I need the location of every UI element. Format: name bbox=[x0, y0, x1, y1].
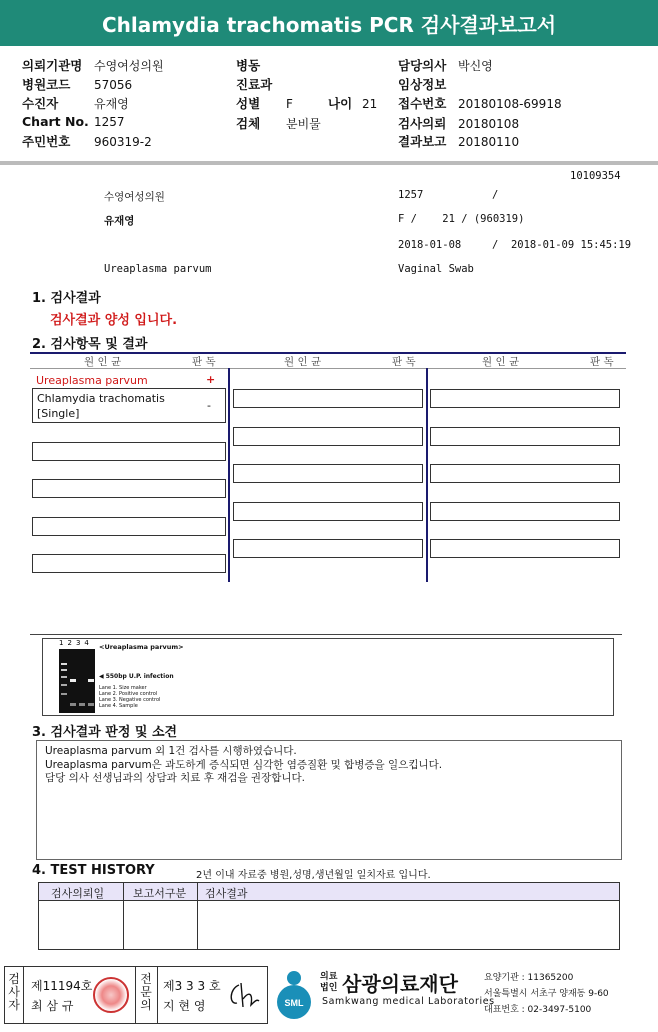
specialist-label: 전 문 의 bbox=[140, 972, 152, 1012]
empty-cell bbox=[430, 427, 620, 446]
receipt-hospital: 수영여성의원 bbox=[104, 191, 165, 203]
org-english: Samkwang medical Laboratories bbox=[322, 996, 495, 1007]
empty-cell bbox=[233, 389, 423, 408]
examiner-name: 최 삼 규 bbox=[31, 999, 74, 1013]
gel-title: <Ureaplasma parvum> bbox=[99, 643, 184, 651]
info-ward: 병동 bbox=[236, 58, 261, 73]
opinion-line: Ureaplasma parvum은 과도하게 증식되면 심각한 염증질환 및 합병증을 일으킵니다. bbox=[45, 758, 443, 771]
item-chlamydia-name: Chlamydia trachomatis bbox=[37, 392, 165, 405]
result-grid bbox=[30, 352, 626, 582]
examiner-label: 검 사 자 bbox=[8, 972, 20, 1012]
empty-cell bbox=[32, 517, 226, 536]
specialist-name: 지 현 영 bbox=[163, 999, 206, 1013]
report-title: Chlamydia trachomatis PCR 검사결과보고서 bbox=[0, 0, 658, 46]
empty-cell bbox=[430, 464, 620, 483]
receipt-specimen: Vaginal Swab bbox=[398, 263, 474, 275]
empty-cell bbox=[32, 554, 226, 573]
history-header: 검사의뢰일 보고서구분 검사결과 bbox=[39, 883, 619, 901]
logo-text: SML bbox=[284, 998, 304, 1008]
grid-header-3: 원 인 균 판 독 bbox=[428, 354, 626, 369]
gel-image bbox=[59, 649, 95, 713]
info-hospital-code: 병원코드 57056 bbox=[22, 77, 133, 92]
info-clinical: 임상정보 bbox=[398, 77, 447, 92]
item-chlamydia-sub: [Single] bbox=[37, 407, 80, 420]
section-1-title: 1. 검사결과 bbox=[32, 291, 101, 306]
receipt-chart: 1257 bbox=[398, 189, 424, 201]
gel-lane-numbers: 1234 bbox=[59, 639, 93, 647]
item-ureaplasma-name: Ureaplasma parvum bbox=[36, 374, 148, 387]
empty-cell bbox=[32, 442, 226, 461]
empty-cell bbox=[430, 502, 620, 521]
info-report-date: 결과보고 20180110 bbox=[398, 134, 520, 149]
org-code: 요양기관 : 11365200 bbox=[484, 973, 574, 983]
info-requester: 의뢰기관명 수영여성의원 bbox=[22, 58, 164, 73]
grid-header-1: 원 인 균 판 독 bbox=[30, 354, 228, 369]
history-note: 2년 이내 자료중 병원,성명,생년월일 일치자료 입니다. bbox=[196, 870, 431, 881]
receipt-date-out: / 2018-01-09 15:45:19 bbox=[492, 239, 632, 251]
opinion-line: 담당 의사 선생님과의 상담과 치료 후 재검을 권장합니다. bbox=[45, 772, 305, 784]
sml-logo bbox=[272, 968, 316, 1022]
gel-band-label: ◀ 550bp U.P. infection bbox=[99, 673, 174, 680]
grid-col-line bbox=[426, 368, 428, 582]
section-3-title: 3. 검사결과 판정 및 소견 bbox=[32, 725, 178, 740]
gel-figure bbox=[30, 634, 622, 718]
result-summary: 검사결과 양성 입니다. bbox=[50, 313, 178, 328]
footer bbox=[0, 966, 658, 1032]
signature-box bbox=[4, 966, 268, 1024]
info-department: 진료과 bbox=[236, 77, 273, 92]
info-request-date: 검사의뢰 20180108 bbox=[398, 116, 520, 131]
info-chart-no: Chart No. 1257 bbox=[22, 114, 125, 129]
divider bbox=[0, 161, 658, 165]
receipt-patient: 유재영 bbox=[104, 215, 135, 227]
info-doctor: 담당의사 박신영 bbox=[398, 58, 493, 73]
empty-cell bbox=[430, 389, 620, 408]
empty-cell bbox=[233, 539, 423, 558]
section-2-title: 2. 검사항목 및 결과 bbox=[32, 337, 148, 352]
info-age: 나이 21 bbox=[328, 96, 378, 111]
item-chlamydia-box bbox=[32, 388, 226, 423]
org-tel: 대표번호 : 02-3497-5100 bbox=[484, 1005, 592, 1015]
empty-cell bbox=[233, 502, 423, 521]
history-table bbox=[38, 882, 620, 950]
empty-cell bbox=[32, 479, 226, 498]
info-specimen: 검체 분비물 bbox=[236, 116, 321, 131]
gel-legend: Lane 1. Size maker Lane 2. Positive control Lane 3. Negative control Lane 4. Sample bbox=[99, 685, 161, 709]
grid-col-line bbox=[228, 368, 230, 582]
receipt-date-in: 2018-01-08 bbox=[398, 239, 462, 251]
receipt-slash: / bbox=[492, 189, 499, 201]
examiner-seal bbox=[93, 977, 129, 1013]
info-patient-name: 수진자 유재영 bbox=[22, 96, 129, 111]
opinion-box bbox=[36, 740, 622, 860]
info-receipt-no: 접수번호 20180108-69918 bbox=[398, 96, 562, 111]
org-prefix: 의료 법인 bbox=[320, 972, 338, 993]
receipt-organism: Ureaplasma parvum bbox=[104, 263, 212, 275]
item-chlamydia-result: - bbox=[207, 399, 211, 412]
opinion-line: Ureaplasma parvum 외 1건 검사를 시행하였습니다. bbox=[45, 745, 297, 757]
empty-cell bbox=[233, 427, 423, 446]
specialist-no: 제3 3 3 호 bbox=[163, 979, 221, 993]
receipt-sex-age: F / 21 / (960319) bbox=[398, 213, 525, 225]
receipt-code: 10109354 bbox=[570, 170, 621, 182]
empty-cell bbox=[430, 539, 620, 558]
org-address: 서울특별시 서초구 양재동 9-60 bbox=[484, 989, 609, 999]
grid-header-2: 원 인 균 판 독 bbox=[230, 354, 426, 369]
item-ureaplasma-result: + bbox=[206, 373, 216, 386]
examiner-no: 제11194호 bbox=[31, 979, 93, 993]
info-resident-no: 주민번호 960319-2 bbox=[22, 134, 152, 149]
empty-cell bbox=[233, 464, 423, 483]
info-sex: 성별 F bbox=[236, 96, 293, 111]
section-4-title: 4. TEST HISTORY bbox=[32, 863, 155, 878]
org-name: 삼광의료재단 bbox=[342, 972, 458, 996]
signature-mark bbox=[225, 979, 261, 1013]
